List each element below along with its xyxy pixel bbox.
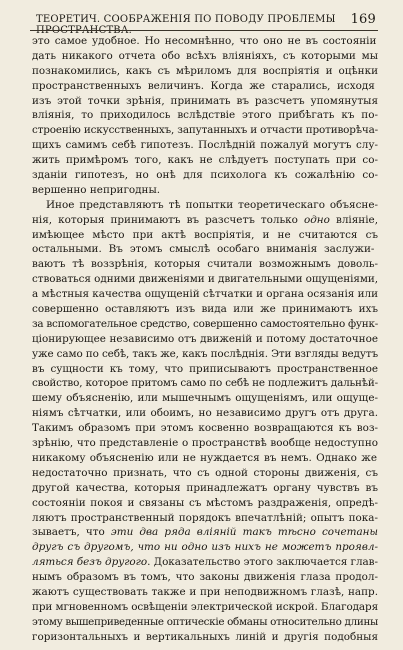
text-line: ствоваться одними движеніями и двигательными ощущеніями, xyxy=(32,273,378,286)
text-line: зданіи гипотезъ, но онѣ для психолога къ сожалѣнію со- xyxy=(32,169,378,182)
page-number: 169 xyxy=(350,12,376,27)
text-line: щихъ самимъ себѣ гипотезъ. Послѣдній пожалуй могутъ слу- xyxy=(32,139,378,152)
text-line: Такимъ образомъ при этомъ косвенно возвращаются къ воз- xyxy=(32,422,378,435)
text-line: жаютъ существовать также и при неподвижномъ глазѣ, напр. xyxy=(32,585,378,598)
header-rule xyxy=(30,30,378,31)
emphasized-text: эти два ряда вліяній такъ тѣсно сочетаны xyxy=(110,526,378,539)
text-line: это самое удобное. Но несомнѣнно, что оно не въ состояніи xyxy=(32,35,377,47)
text-line: зрѣнію, что представленіе о пространствѣ вообще недоступно xyxy=(32,437,378,450)
emphasized-text: ляться безъ другого xyxy=(32,556,148,569)
text-line: состояніи покоя и связаны съ мѣстомъ раздраженія, опредѣ- xyxy=(32,496,378,509)
text-line: пространственныхъ величинъ. Когда же старались, исходя xyxy=(32,79,375,92)
text-line: ляютъ пространственный порядокъ впечатлѣній; опытъ пока- xyxy=(32,511,378,524)
text-line: жить примѣромъ того, какъ не слѣдуетъ поступать при со- xyxy=(32,154,378,167)
text-line xyxy=(32,525,378,540)
text-run: зываетъ, что xyxy=(32,526,111,539)
text-line: уже само по себѣ, такъ же, какъ послѣднія. Эти взгляды ведутъ xyxy=(32,347,378,360)
text-line: остальными. Въ этомъ смыслѣ особаго вниманія заслужи- xyxy=(32,243,375,256)
text-line: дать никакого отчета обо всѣхъ вліяніяхъ, съ которыми мы xyxy=(32,49,378,62)
text-line: изъ этой точки зрѣнія, принимать въ разсчетъ упомянутыя xyxy=(32,94,378,107)
text-line: недостаточно признать, что съ одной стороны движенія, съ xyxy=(32,466,378,479)
text-line: свойство, которое притомъ само по себѣ не подлежитъ дальнѣй- xyxy=(32,377,378,390)
emphasized-text: другъ съ другомъ, что ни одно изъ нихъ не можетъ проявл- xyxy=(32,541,378,554)
text-run: нія, которыя принимаютъ въ разсчетъ только xyxy=(32,213,304,226)
text-line: вершенно непригодны. xyxy=(32,183,161,196)
text-line: а мѣстныя качества ощущеній сѣтчатки и органа осязанія или xyxy=(32,288,378,301)
emphasized-text: одно xyxy=(303,213,330,226)
text-line: горизонтальныхъ и вертикальныхъ линій и другія подобныя xyxy=(32,630,378,643)
text-line: познакомились, какъ съ мѣриломъ для воспріятія и оцѣнки xyxy=(32,64,378,77)
text-line: въ сущности къ тому, что приписываютъ пространственное xyxy=(32,362,378,375)
text-run: вліяніе, xyxy=(329,213,378,226)
text-line xyxy=(32,213,378,228)
text-line: совершенно оставляютъ изъ вида или же принимаютъ ихъ xyxy=(32,303,378,316)
text-line: ніямъ сѣтчатки, или обоимъ, но независимо другъ отъ друга. xyxy=(32,407,378,420)
text-line: ціонирующее независимо отъ движеній и потому достаточное xyxy=(32,332,378,345)
text-line: при мгновенномъ освѣщеніи электрической искрой. Благодаря xyxy=(32,600,378,613)
text-line: ваютъ тѣ воззрѣнія, которыя считали возможнымъ доволь- xyxy=(32,258,378,271)
text-line: строенію искусственныхъ, запутанныхъ и отчасти противорѣча- xyxy=(32,124,378,137)
page-body-text xyxy=(32,34,378,645)
running-header xyxy=(36,14,376,36)
text-line xyxy=(32,540,378,555)
text-line: за вспомогательное средство, совершенно самостоятельно функ- xyxy=(32,317,378,330)
text-line: нымъ образомъ въ томъ, что законы движенія глаза продол- xyxy=(32,571,378,584)
text-line: имѣющее мѣсто при актѣ воспріятія, и не считаются съ xyxy=(32,228,378,241)
text-line: никакому объясненію или не нуждается въ немъ. Однако же xyxy=(32,451,377,464)
text-line: шему объясненію, или мышечнымъ ощущеніямъ, или ощуще- xyxy=(32,392,378,405)
text-line: вліянія, то приходилось вслѣдствіе этого прибѣгать къ по- xyxy=(32,109,378,122)
text-line: Иное представляютъ тѣ попытки теоретическаго объясне- xyxy=(46,198,378,211)
text-line: этому вышеприведенные оптическіе обманы относительно длины xyxy=(32,615,378,628)
text-line xyxy=(32,555,378,570)
text-line: другой качества, которыя принадлежатъ органу чувствъ въ xyxy=(32,481,378,494)
running-title: ТЕОРЕТИЧ. СООБРАЖЕНІЯ ПО ПОВОДУ ПРОБЛЕМЫ ПРОСТРАНСТВА. xyxy=(36,14,336,36)
text-run: . Доказательство этого заключается глав- xyxy=(147,556,378,569)
